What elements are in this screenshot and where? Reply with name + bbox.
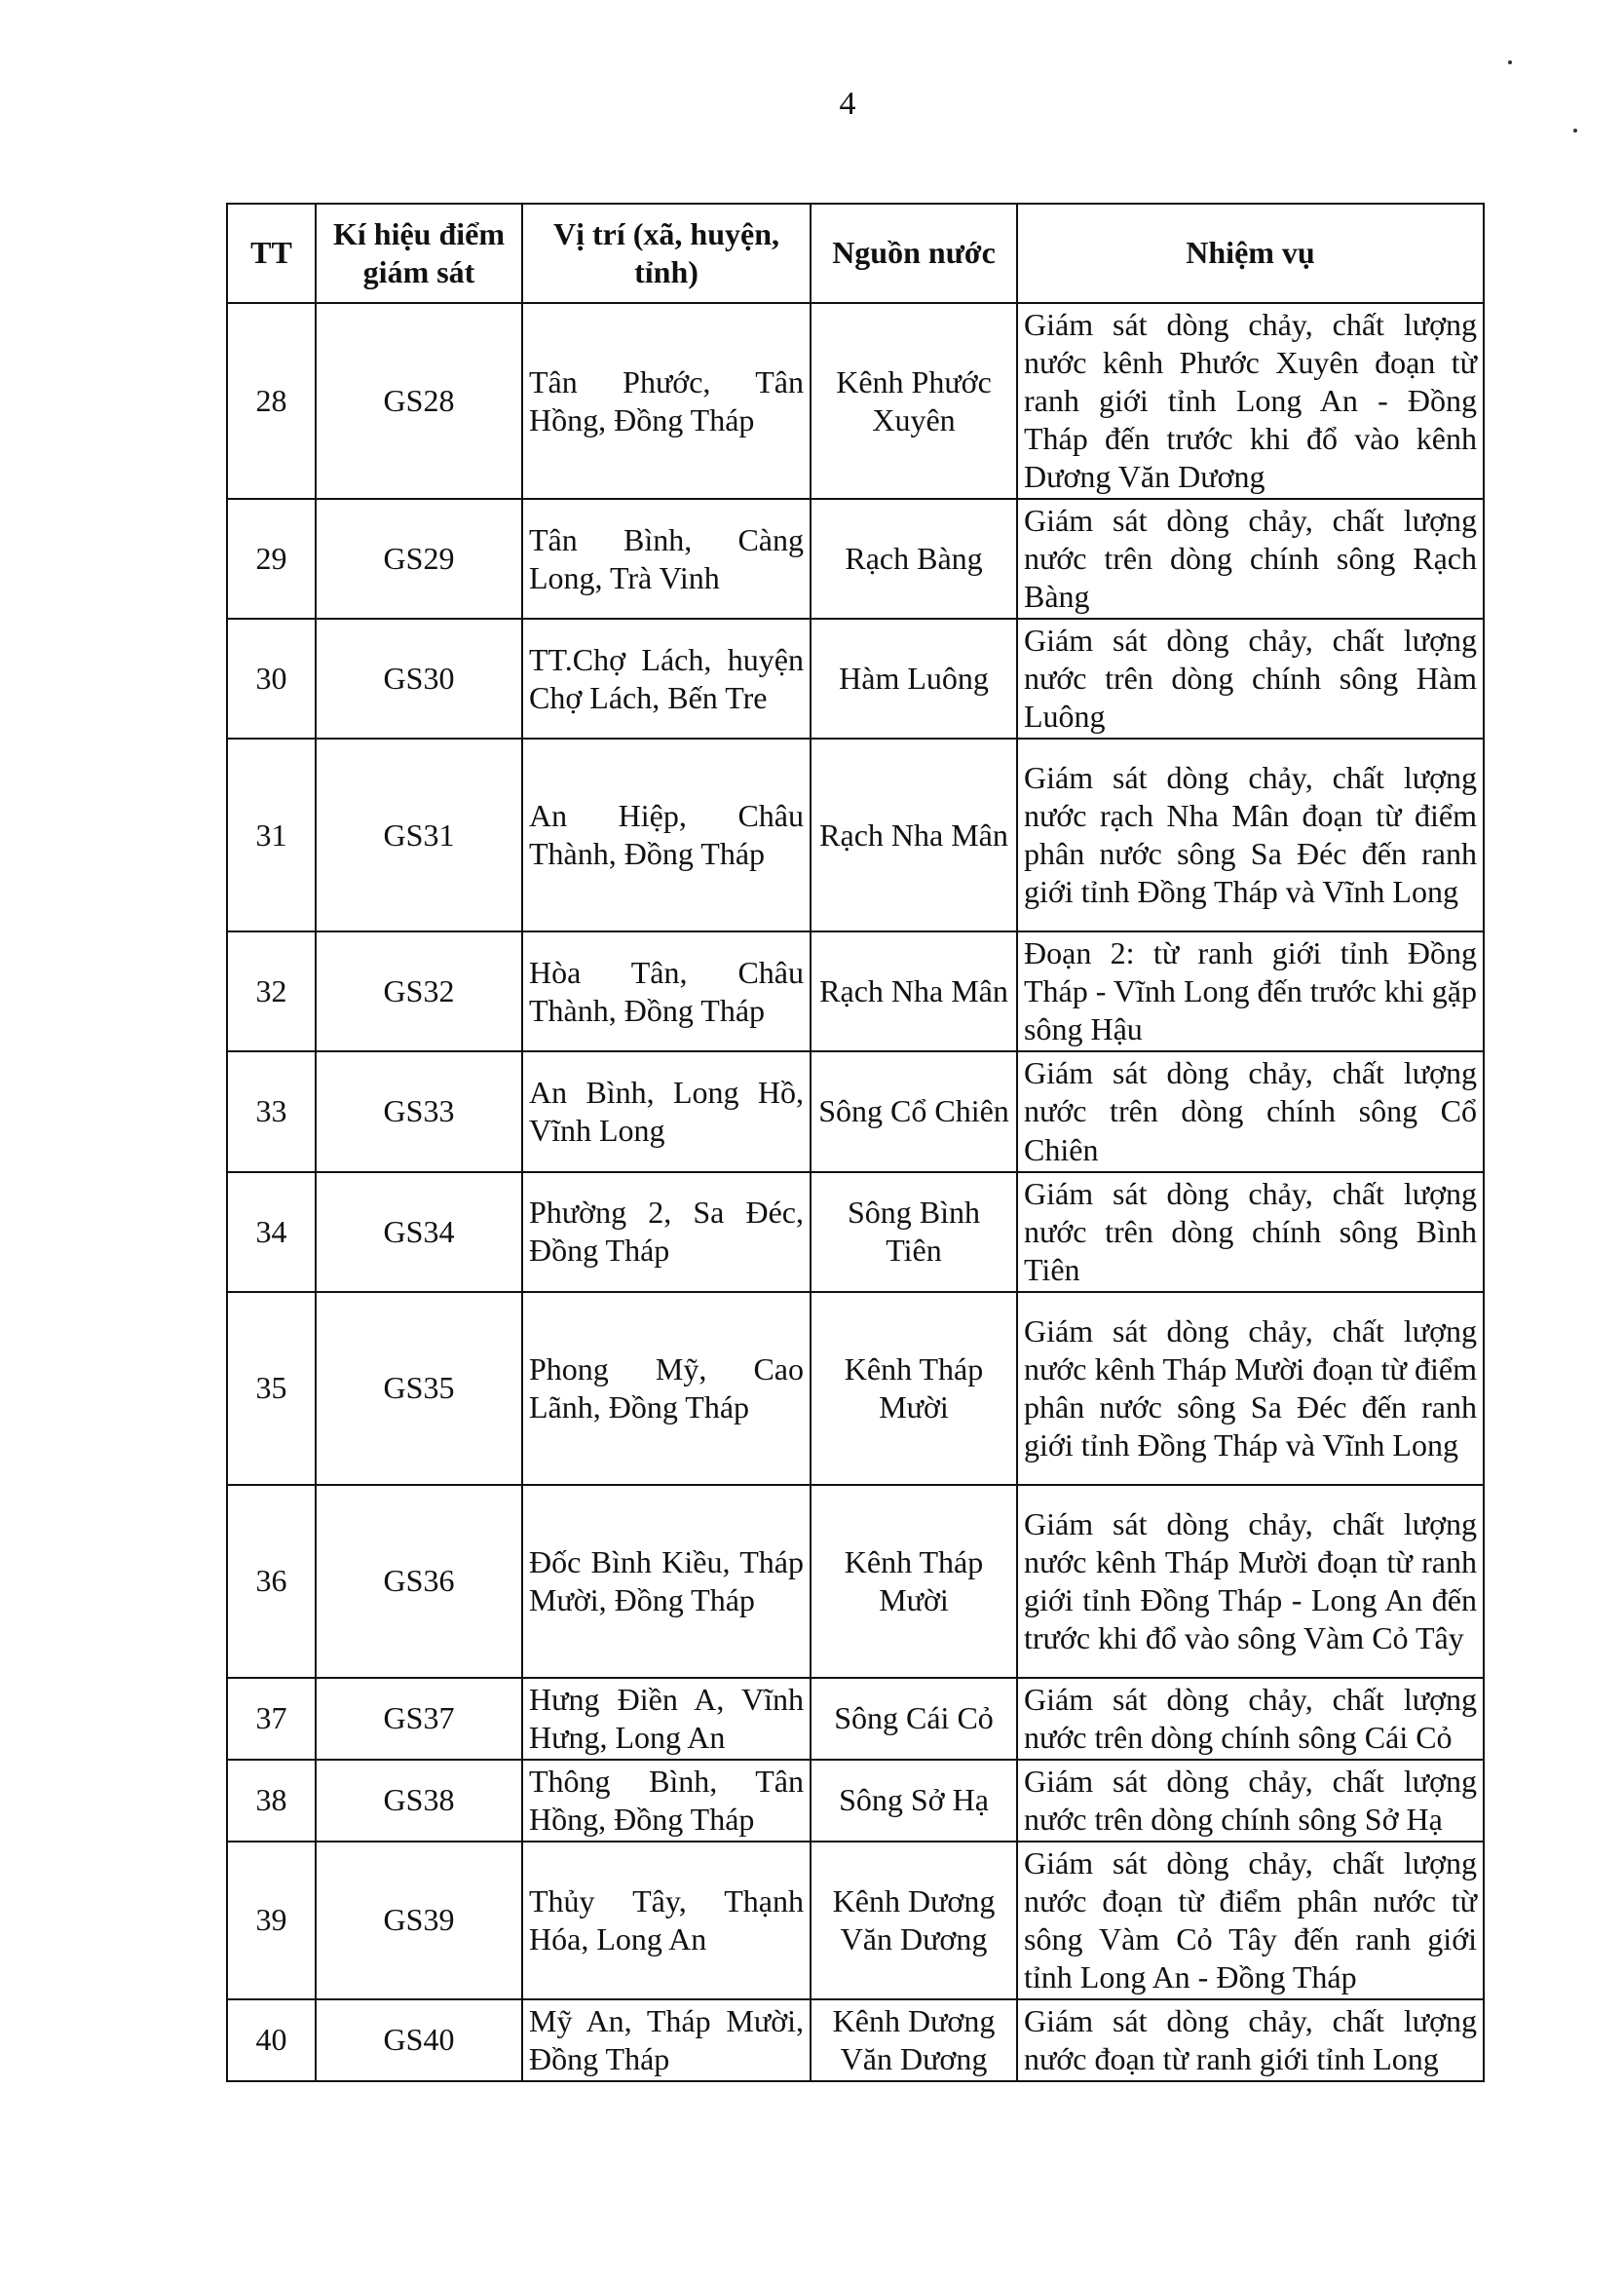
cell-source: Kênh Dương Văn Dương — [811, 1842, 1017, 1999]
cell-task: Giám sát dòng chảy, chất lượng nước trên dòng chính sông Bình Tiên — [1017, 1172, 1484, 1292]
table-row — [227, 1485, 1484, 1678]
cell-source: Rạch Bàng — [811, 499, 1017, 619]
cell-location: An Bình, Long Hồ, Vĩnh Long — [522, 1051, 811, 1171]
cell-task: Giám sát dòng chảy, chất lượng nước trên dòng chính sông Hàm Luông — [1017, 619, 1484, 739]
cell-code: GS35 — [316, 1292, 522, 1485]
cell-code: GS32 — [316, 931, 522, 1051]
cell-source: Sông Cái Cỏ — [811, 1678, 1017, 1760]
table-row — [227, 931, 1484, 1051]
cell-task: Giám sát dòng chảy, chất lượng nước trên dòng chính sông Rạch Bàng — [1017, 499, 1484, 619]
cell-tt: 32 — [227, 931, 316, 1051]
cell-task: Giám sát dòng chảy, chất lượng nước đoạn từ ranh giới tỉnh Long — [1017, 1999, 1484, 2081]
cell-tt: 37 — [227, 1678, 316, 1760]
cell-location: Hưng Điền A, Vĩnh Hưng, Long An — [522, 1678, 811, 1760]
cell-location: Đốc Bình Kiều, Tháp Mười, Đồng Tháp — [522, 1485, 811, 1678]
cell-code: GS31 — [316, 739, 522, 931]
cell-tt: 31 — [227, 739, 316, 931]
cell-task: Giám sát dòng chảy, chất lượng nước trên dòng chính sông Cái Cỏ — [1017, 1678, 1484, 1760]
table-row — [227, 1172, 1484, 1292]
table-header-row — [227, 204, 1484, 303]
scan-speck — [1573, 129, 1577, 133]
cell-location: Tân Phước, Tân Hồng, Đồng Tháp — [522, 303, 811, 499]
cell-code: GS40 — [316, 1999, 522, 2081]
cell-tt: 28 — [227, 303, 316, 499]
cell-source: Hàm Luông — [811, 619, 1017, 739]
cell-source: Kênh Tháp Mười — [811, 1292, 1017, 1485]
cell-task: Giám sát dòng chảy, chất lượng nước rạch Nha Mân đoạn từ điểm phân nước sông Sa Đéc đến ranh giới tỉnh Đồng Tháp và Vĩnh Long — [1017, 739, 1484, 931]
cell-tt: 38 — [227, 1760, 316, 1842]
cell-location: Hòa Tân, Châu Thành, Đồng Tháp — [522, 931, 811, 1051]
cell-code: GS38 — [316, 1760, 522, 1842]
cell-code: GS37 — [316, 1678, 522, 1760]
cell-task: Giám sát dòng chảy, chất lượng nước kênh Phước Xuyên đoạn từ ranh giới tỉnh Long An - Đồng Tháp đến trước khi đổ vào kênh Dương Văn Dương — [1017, 303, 1484, 499]
table-row — [227, 499, 1484, 619]
cell-code: GS30 — [316, 619, 522, 739]
cell-source: Sông Bình Tiên — [811, 1172, 1017, 1292]
cell-source: Sông Cổ Chiên — [811, 1051, 1017, 1171]
cell-source: Kênh Tháp Mười — [811, 1485, 1017, 1678]
cell-tt: 29 — [227, 499, 316, 619]
header-location: Vị trí (xã, huyện, tỉnh) — [522, 204, 811, 303]
cell-location: Phường 2, Sa Đéc, Đồng Tháp — [522, 1172, 811, 1292]
cell-source: Rạch Nha Mân — [811, 931, 1017, 1051]
cell-code: GS36 — [316, 1485, 522, 1678]
cell-tt: 39 — [227, 1842, 316, 1999]
cell-code: GS34 — [316, 1172, 522, 1292]
cell-tt: 30 — [227, 619, 316, 739]
table-row — [227, 1678, 1484, 1760]
cell-task: Giám sát dòng chảy, chất lượng nước trên dòng chính sông Cổ Chiên — [1017, 1051, 1484, 1171]
cell-task: Giám sát dòng chảy, chất lượng nước kênh Tháp Mười đoạn từ điểm phân nước sông Sa Đéc đến ranh giới tỉnh Đồng Tháp và Vĩnh Long — [1017, 1292, 1484, 1485]
cell-location: Phong Mỹ, Cao Lãnh, Đồng Tháp — [522, 1292, 811, 1485]
page-number: 4 — [839, 86, 856, 122]
cell-task: Giám sát dòng chảy, chất lượng nước kênh Tháp Mười đoạn từ ranh giới tỉnh Đồng Tháp - Long An đến trước khi đổ vào sông Vàm Cỏ Tây — [1017, 1485, 1484, 1678]
cell-tt: 35 — [227, 1292, 316, 1485]
header-task: Nhiệm vụ — [1017, 204, 1484, 303]
table-row — [227, 1292, 1484, 1485]
cell-location: TT.Chợ Lách, huyện Chợ Lách, Bến Tre — [522, 619, 811, 739]
cell-code: GS33 — [316, 1051, 522, 1171]
cell-location: Mỹ An, Tháp Mười, Đồng Tháp — [522, 1999, 811, 2081]
cell-tt: 33 — [227, 1051, 316, 1171]
cell-task: Giám sát dòng chảy, chất lượng nước đoạn từ điểm phân nước từ sông Vàm Cỏ Tây đến ranh giới tỉnh Long An - Đồng Tháp — [1017, 1842, 1484, 1999]
cell-location: Thủy Tây, Thạnh Hóa, Long An — [522, 1842, 811, 1999]
cell-location: Tân Bình, Càng Long, Trà Vinh — [522, 499, 811, 619]
cell-location: An Hiệp, Châu Thành, Đồng Tháp — [522, 739, 811, 931]
monitoring-points-table — [226, 203, 1485, 2082]
cell-source: Kênh Phước Xuyên — [811, 303, 1017, 499]
cell-source: Sông Sở Hạ — [811, 1760, 1017, 1842]
cell-source: Rạch Nha Mân — [811, 739, 1017, 931]
cell-tt: 34 — [227, 1172, 316, 1292]
header-tt: TT — [227, 204, 316, 303]
scan-speck — [1508, 60, 1512, 64]
table-row — [227, 1051, 1484, 1171]
cell-code: GS28 — [316, 303, 522, 499]
table-row — [227, 619, 1484, 739]
header-code: Kí hiệu điểm giám sát — [316, 204, 522, 303]
cell-task: Đoạn 2: từ ranh giới tỉnh Đồng Tháp - Vĩnh Long đến trước khi gặp sông Hậu — [1017, 931, 1484, 1051]
table-row — [227, 303, 1484, 499]
cell-task: Giám sát dòng chảy, chất lượng nước trên dòng chính sông Sở Hạ — [1017, 1760, 1484, 1842]
cell-code: GS29 — [316, 499, 522, 619]
cell-source: Kênh Dương Văn Dương — [811, 1999, 1017, 2081]
table-row — [227, 1760, 1484, 1842]
header-source: Nguồn nước — [811, 204, 1017, 303]
cell-tt: 40 — [227, 1999, 316, 2081]
table-row — [227, 1842, 1484, 1999]
table-row — [227, 739, 1484, 931]
cell-location: Thông Bình, Tân Hồng, Đồng Tháp — [522, 1760, 811, 1842]
cell-code: GS39 — [316, 1842, 522, 1999]
table-row — [227, 1999, 1484, 2081]
cell-tt: 36 — [227, 1485, 316, 1678]
